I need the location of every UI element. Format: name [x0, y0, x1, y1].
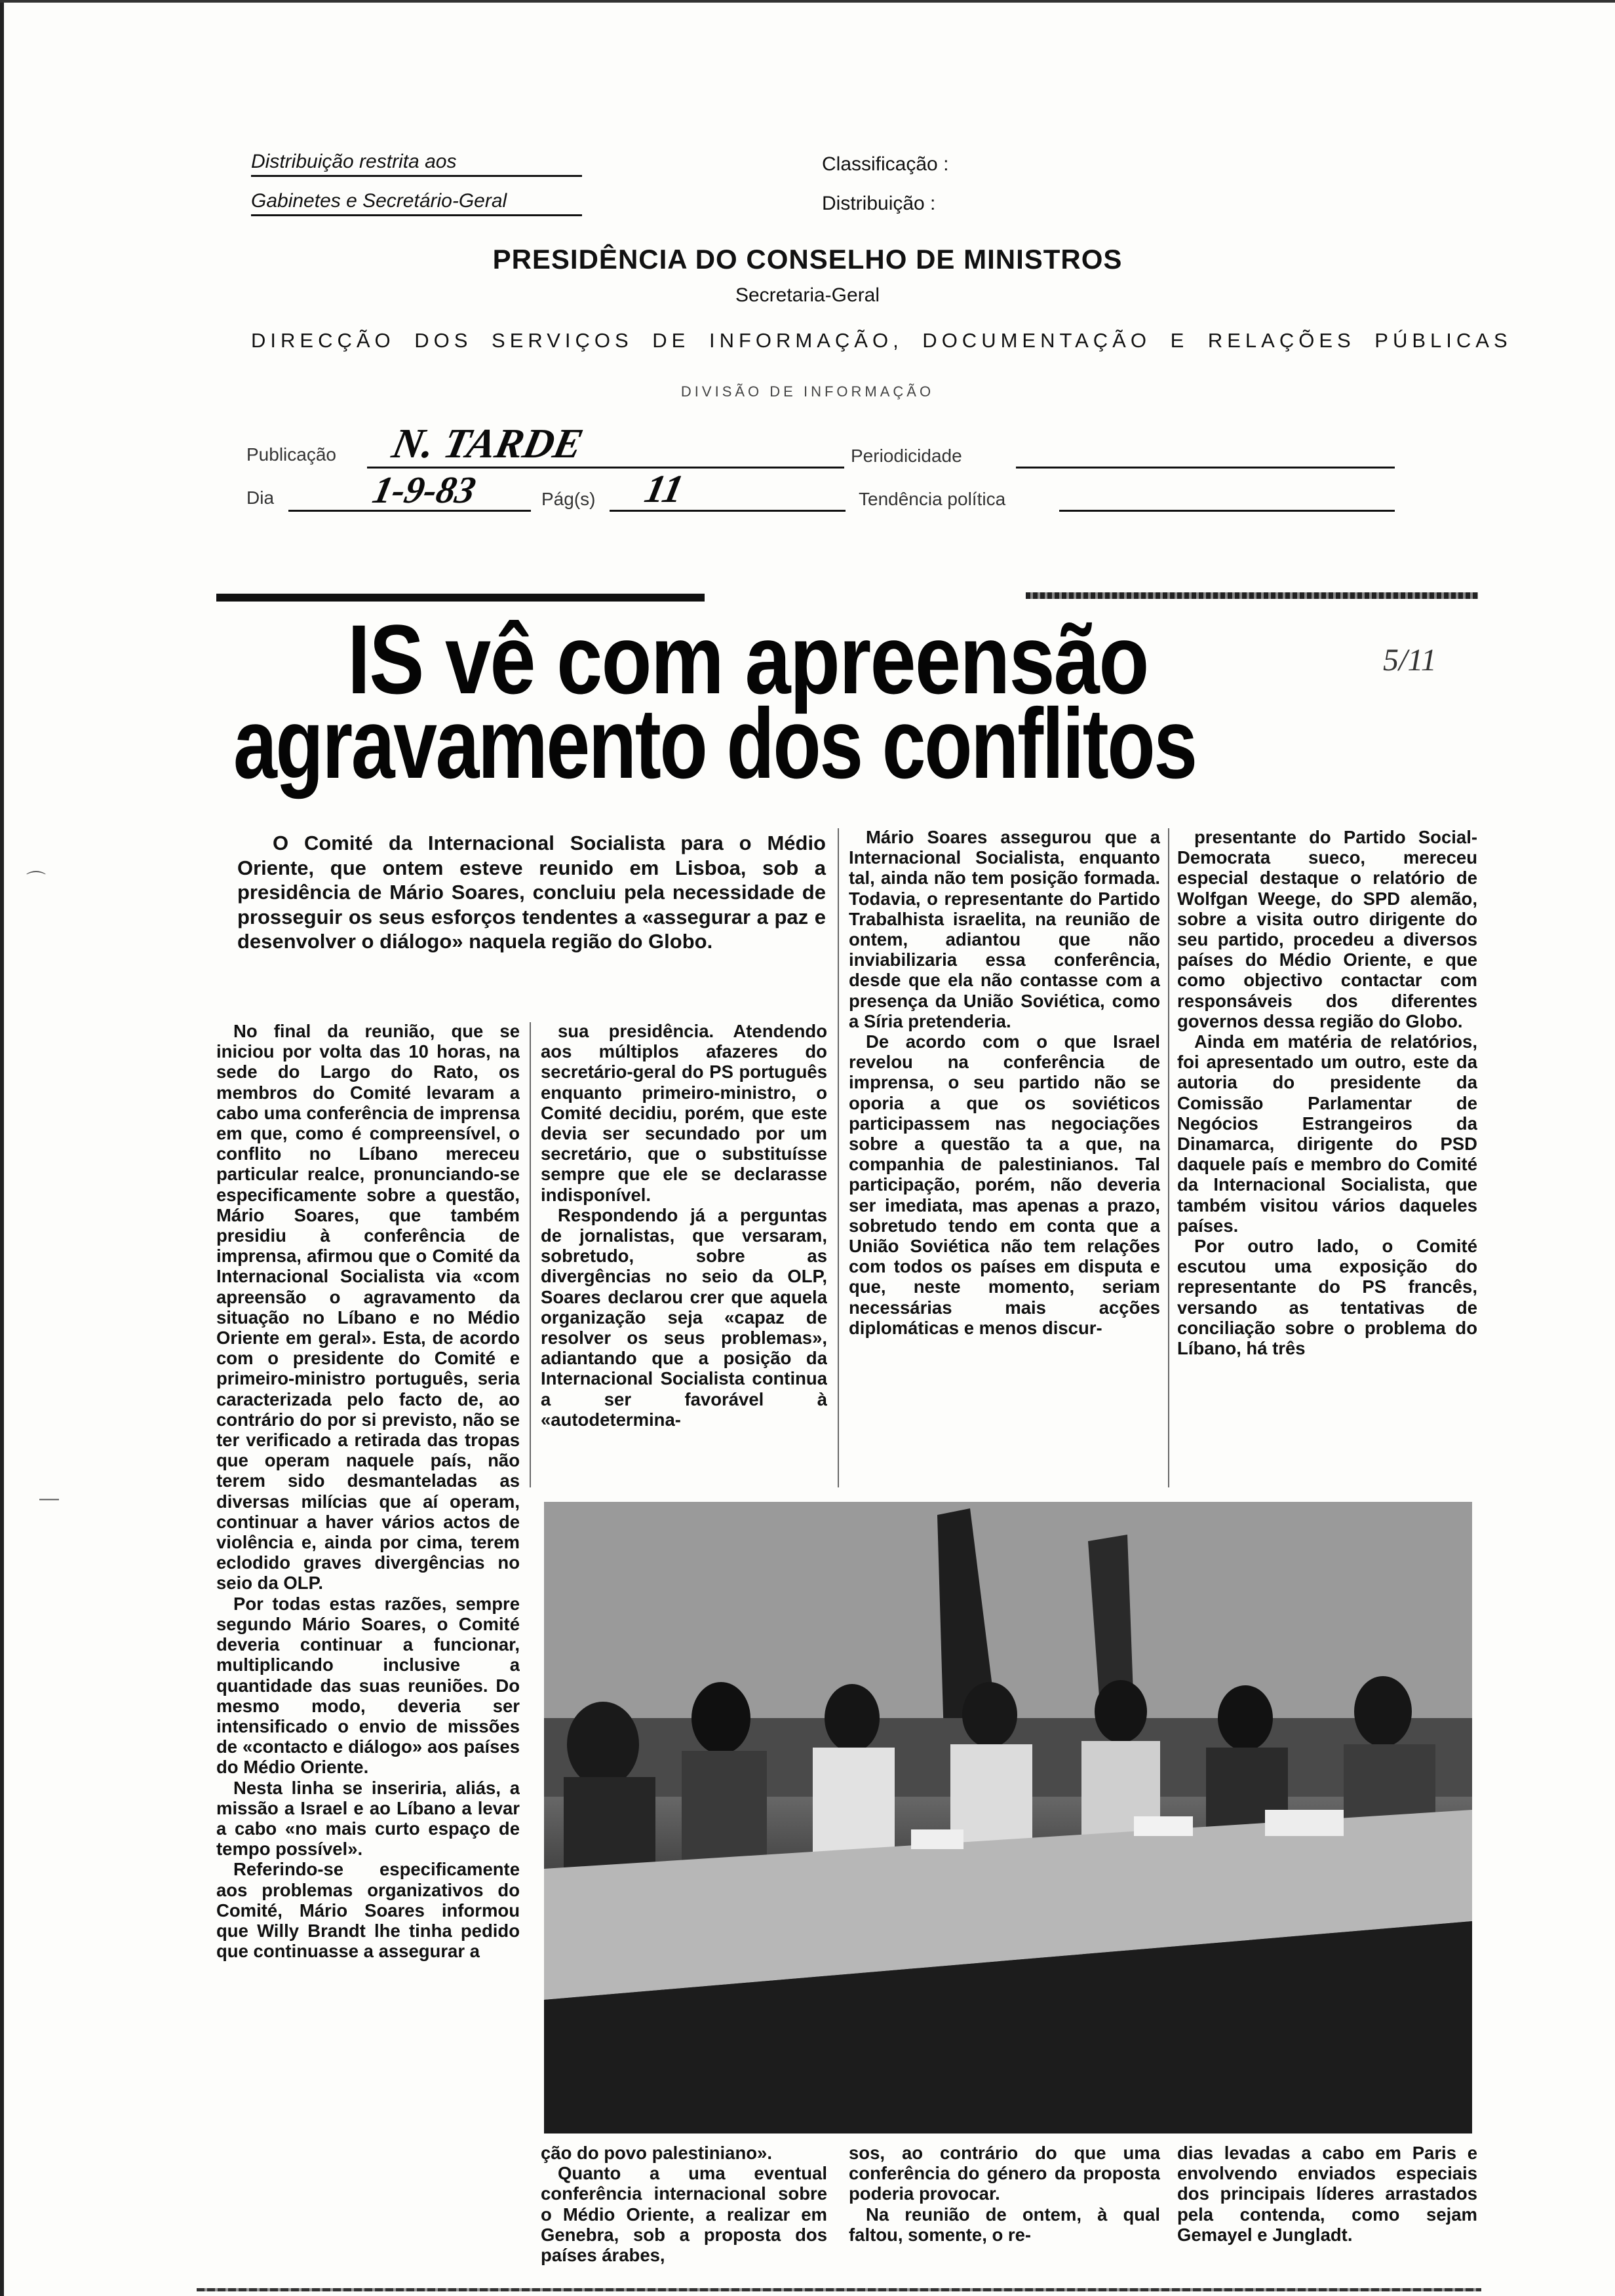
division-line: DIVISÃO DE INFORMAÇÃO — [680, 383, 935, 400]
scan-left-edge — [0, 0, 4, 2296]
paragraph: Referindo-se especificamente aos problemas organizativos do Comité, Mário Soares informou que Willy Brandt lhe tinha pedido que continuasse a assegurar a — [216, 1859, 520, 1962]
paragraph: presentante do Partido Social-Democrata sueco, mereceu especial destaque o relatório de Wolfgan Weege, do SPD alemão, sobre a visita outro dirigente do seu partido, procedeu a diversos países do Médio Oriente, e que como objectivo contactar com responsáveis dos diferentes governos dessa região do Globo. — [1177, 827, 1477, 1031]
distribution-label: Distribuição : — [822, 193, 936, 214]
paragraph: dias levadas a cabo em Paris e envolvendo enviados especiais dos principais líderes arrastados pela contenda, como sejam Gemayel e Jungladt. — [1177, 2143, 1477, 2245]
column-divider — [838, 828, 839, 1487]
clipping-top-rule — [216, 594, 705, 602]
pages-label: Pág(s) — [541, 489, 596, 509]
column-divider — [1168, 828, 1169, 1487]
headline-line-2: agravamento dos conflitos — [233, 688, 1196, 799]
scan-top-edge — [0, 0, 1615, 3]
paragraph: ção do povo palestiniano». — [541, 2143, 772, 2163]
paragraph: Por todas estas razões, sempre segundo Mário Soares, o Comité deveria continuar a funcionar, multiplicando inclusive a quantidade das suas reuniões. Do mesmo modo, deveria ser intensificado o envio de missões de «contacto e diálogo» aos países do Médio Oriente. — [216, 1593, 520, 1778]
day-label: Dia — [246, 488, 275, 508]
paragraph: Ainda em matéria de relatórios, foi apresentado um outro, este da autoria do presidente da Comissão Parlamentar de Negócios Estrangeiros da Dinamarca, dirigente do PSD daquele país e membro do Comité da Internacional Socialista, que também visitou vários daqueles países. — [1177, 1031, 1477, 1236]
periodicity-underline — [1016, 467, 1395, 469]
margin-mark: ⌒ — [26, 871, 46, 892]
paragraph: Quanto a uma eventual conferência internacional sobre o Médio Oriente, a realizar em Genebra, sob a proposta dos países árabes, — [541, 2163, 827, 2266]
paragraph: Nesta linha se inseriria, aliás, a missão a Israel e ao Líbano a levar a cabo «no mais curto espaço de tempo possível». — [216, 1777, 520, 1860]
clipping-top-rule-right — [1026, 592, 1478, 599]
article-column-2 — [541, 1021, 827, 1493]
article-column-2-continuation — [541, 2143, 827, 2284]
secretariat-subtitle: Secretaria-Geral — [735, 284, 880, 306]
classification-label: Classificação : — [822, 153, 949, 175]
handwritten-annotation: 5/11 — [1383, 643, 1437, 678]
pages-handwritten-value: 11 — [641, 467, 688, 510]
article-column-4 — [1177, 827, 1477, 1493]
paragraph: Mário Soares assegurou que a Internacional Socialista, enquanto tal, ainda não tem posição formada. Todavia, o representante do Partido Trabalhista israelita, na reunião de ontem, adiantou que não inviabilizaria essa conferência, desde que ela não contasse com a presença da União Soviética, como a Síria pretenderia. — [849, 827, 1160, 1031]
paragraph: Na reunião de ontem, à qual faltou, somente, o re- — [849, 2204, 1160, 2245]
meeting-photo-drawing — [544, 1502, 1472, 2133]
article-column-1 — [216, 1021, 520, 2286]
article-column-4-continuation — [1177, 2143, 1477, 2284]
article-lead: O Comité da Internacional Socialista para o Médio Oriente, que ontem esteve reunido em Lisboa, sob a presidência de Mário Soares, concluiu pela necessidade de prosseguir os seus esforços tendentes a «assegurar a paz e desenvolver o diálogo» naquela região do Globo. — [237, 832, 826, 953]
article-column-3-continuation — [849, 2143, 1160, 2284]
publication-handwritten-value: N. TARDE — [388, 420, 587, 467]
article-column-3 — [849, 827, 1160, 1493]
paragraph: sos, ao contrário do que uma conferência do género da proposta poderia provocar. — [849, 2143, 1160, 2204]
political-tendency-underline — [1059, 510, 1395, 512]
paragraph: Respondendo já a perguntas de jornalistas, que versaram, sobretudo, sobre as divergências no seio da OLP, Soares declarou crer que aquela organização seja «capaz de resolver os seus problemas», adiantando que a posição da Internacional Socialista continua a ser favorável à «autodetermina- — [541, 1204, 827, 1430]
column-divider — [530, 1022, 531, 1487]
restriction-line-1: Distribuição restrita aos — [251, 151, 582, 177]
margin-mark: — — [39, 1487, 59, 1509]
periodicity-label: Periodicidade — [851, 446, 962, 466]
political-tendency-label: Tendência política — [859, 489, 1006, 509]
paragraph: De acordo com o que Israel revelou na conferência de imprensa, o seu partido não se oporia a que os soviéticos participassem nas negociações sobre a questão ta a que, na companhia de palestinianos. Tal participação, porém, não deveria ser imediata, mas apenas a prazo, sobretudo tendo em conta que a União Soviética não tem relações com todos os países em disputa e que, neste momento, seriam necessárias mais acções diplomáticas e menos discur- — [849, 1031, 1160, 1338]
paragraph: sua presidência. Atendendo aos múltiplos afazeres do secretário-geral do PS português enquanto primeiro-ministro, o Comité decidiu, porém, que este devia ser secundado por um secretário, que o substituísse sempre que ele se declarasse indisponível. — [541, 1021, 827, 1205]
day-handwritten-value: 1-9-83 — [369, 469, 480, 511]
directorate-line: DIRECÇÃO DOS SERVIÇOS DE INFORMAÇÃO, DOCUMENTAÇÃO E RELAÇÕES PÚBLICAS — [251, 329, 1512, 352]
restriction-line-2: Gabinetes e Secretário-Geral — [251, 190, 582, 216]
paragraph: Por outro lado, o Comité escutou uma exposição do representante do PS francês, versando as tentativas de conciliação sobre o problema do Líbano, há três — [1177, 1236, 1477, 1359]
institution-title: PRESIDÊNCIA DO CONSELHO DE MINISTROS — [492, 244, 1123, 275]
headline-line-1: IS vê com apreensão — [347, 604, 1148, 714]
publication-label: Publicação — [246, 444, 336, 465]
paragraph: No final da reunião, que se iniciou por volta das 10 horas, na sede do Largo do Rato, os membros do Comité levaram a cabo uma conferência de imprensa em que, como é compreensível, o conflito no Líbano mereceu particular realce, pronunciando-se especificamente sobre a questão, Mário Soares, que também presidiu à conferência de imprensa, afirmou que o Comité da Internacional Socialista via «com apreensão o agravamento da situação no Líbano e no Médio Oriente em geral». Esta, de acordo com o presidente do Comité e primeiro-ministro português, seria caracterizada pelo facto de, ao contrário do por si previsto, não se ter verificado a retirada das tropas que operam naquele país, não terem sido desmanteladas as diversas milícias que aí operam, continuar a haver vários actos de violência e, ainda por cima, terem eclodido graves divergências no seio da OLP. — [216, 1021, 520, 1594]
clipping-bottom-rule — [197, 2288, 1481, 2291]
meeting-photo — [544, 1502, 1472, 2133]
